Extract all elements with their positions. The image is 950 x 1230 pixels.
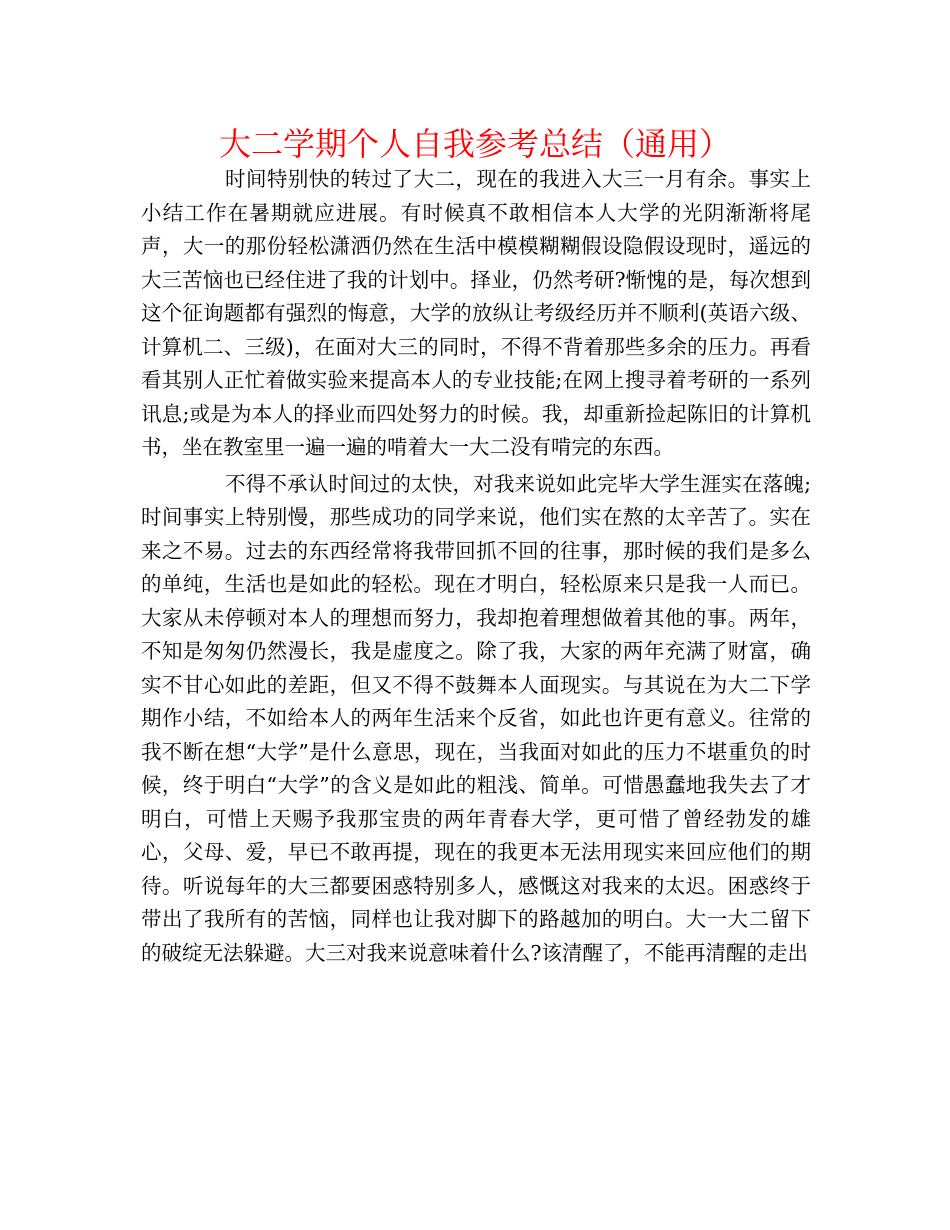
paragraph: 时间特别快的转过了大二，现在的我进入大三一月有余。事实上小结工作在暑期就应进展。有时候真不敢相信本人大学的光阴渐渐将尾声，大一的那份轻松潇洒仍然在生活中模模糊糊假设隐假设现时，遥远的大三苦恼也已经住进了我的计划中。择业，仍然考研?惭愧的是，每次想到这个征询题都有强烈的悔意，大学的放纵让考级经历并不顺利(英语六级、计算机二、三级)，在面对大三的同时，不得不背着那些多余的压力。再看看其别人正忙着做实验来提高本人的专业技能;在网上搜寻着考研的一系列讯息;或是为本人的择业而四处努力的时候。我，却重新捡起陈旧的计算机书，坐在教室里一遍一遍的啃着大一大二没有啃完的东西。 xyxy=(141,167,811,459)
paragraph: 不得不承认时间过的太快，对我来说如此完毕大学生涯实在落魄;时间事实上特别慢，那些成功的同学来说，他们实在熬的太辛苦了。实在来之不易。过去的东西经常将我带回抓不回的往事，那时候的我们是多么的单纯，生活也是如此的轻松。现在才明白，轻松原来只是我一人而已。大家从未停顿对本人的理想而努力，我却抱着理想做着其他的事。两年，不知是匆匆仍然漫长，我是虚度之。除了我，大家的两年充满了财富，确实不甘心如此的差距，但又不得不鼓舞本人面现实。与其说在为大二下学期作小结，不如给本人的两年生活来个反省，如此也许更有意义。往常的我不断在想“大学”是什么意思，现在，当我面对如此的压力不堪重负的时候，终于明白“大学”的含义是如此的粗浅、简单。可惜愚蠢地我失去了才明白，可惜上天赐予我那宝贵的两年青春大学，更可惜了曾经勃发的雄心，父母、爱，早已不敢再提，现在的我更本无法用现实来回应他们的期待。听说每年的大三都要困惑特别多人，感慨这对我来的太迟。困惑终于带出了我所有的苦恼，同样也让我对脚下的路越加的明白。大一大二留下的破绽无法躲避。大三对我来说意味着什么?该清醒了，不能再清醒的走出 xyxy=(141,471,811,965)
document-title: 大二学期个人自我参考总结（通用） xyxy=(218,125,731,163)
document-body xyxy=(141,163,811,970)
